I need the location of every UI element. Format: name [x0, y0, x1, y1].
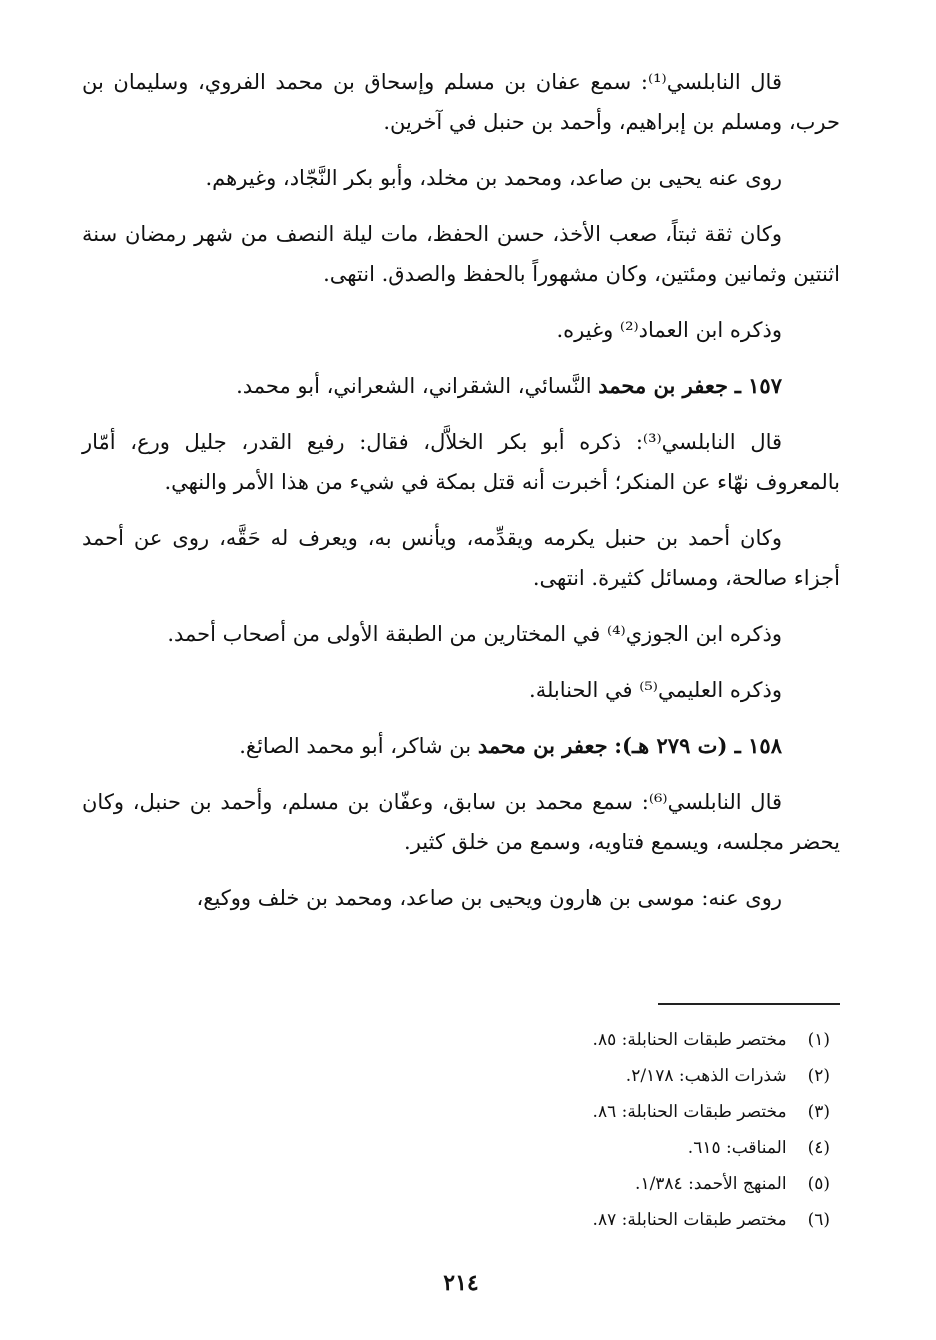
entry-rest: بن شاكر، أبو محمد الصائغ. [239, 734, 472, 758]
entry-158 [82, 726, 840, 766]
footnote-text: مختصر طبقات الحنابلة: ٨٧. [592, 1210, 787, 1230]
entry-157 [82, 366, 840, 406]
paragraph-narrators-2: روى عنه: موسى بن هارون ويحيى بن صاعد، ومحمد بن خلف ووكيع، [196, 886, 782, 910]
paragraph-narrators-1: روى عنه يحيى بن صاعد، ومحمد بن مخلد، وأبو بكر النَّجّاد، وغيرهم. [205, 166, 782, 190]
paragraph-al-ulaymi: وذكره العليمي⁽⁵⁾ في الحنابلة. [529, 678, 782, 702]
footnote-6 [82, 1202, 840, 1238]
footnote-3 [82, 1094, 840, 1130]
footnote-text: شذرات الذهب: ٢/١٧٨. [625, 1066, 787, 1086]
page-number: ٢١٤ [443, 1270, 479, 1296]
paragraph-trustworthy: وكان ثقة ثبتاً، صعب الأخذ، حسن الحفظ، مات ليلة النصف من شهر رمضان سنة اثنتين وثمانين ومئتين، وكان مشهوراً بالحفظ والصدق. انتهى. [82, 222, 840, 286]
entry-number: ١٥٧ ـ [734, 373, 782, 398]
footnote-number: (٤) [807, 1138, 830, 1158]
footnote-number: (٥) [807, 1174, 830, 1194]
footnote-number: (١) [807, 1030, 830, 1050]
footnote-number: (٢) [807, 1066, 830, 1086]
book-page [82, 62, 840, 1312]
footnote-text: مختصر طبقات الحنابلة: ٨٥. [592, 1030, 787, 1050]
footnote-5 [82, 1166, 840, 1202]
paragraph-nabulsi-3: قال النابلسي⁽³⁾: ذكره أبو بكر الخلاَّل، فقال: رفيع القدر، جليل ورع، أمّار بالمعروف نهّاء عن المنكر؛ أخبرت أنه قتل بمكة في شيء من هذا الأمر والنهي. [82, 430, 840, 494]
footnote-4 [82, 1130, 840, 1166]
paragraph-ahmad-honors: وكان أحمد بن حنبل يكرمه ويقدِّمه، ويأنس به، ويعرف له حَقَّه، روى عن أحمد أجزاء صالحة، ومسائل كثيرة. انتهى. [82, 526, 840, 590]
footnote-text: المناقب: ٦١٥. [687, 1138, 787, 1158]
paragraph-nabulsi-1: قال النابلسي⁽¹⁾: سمع عفان بن مسلم وإسحاق بن محمد الفروي، وسليمان بن حرب، ومسلم بن إبراهيم، وأحمد بن حنبل في آخرين. [82, 70, 840, 134]
entry-name: جعفر بن محمد [598, 373, 728, 398]
footnote-2 [82, 1058, 840, 1094]
footnote-number: (٦) [807, 1210, 830, 1230]
footnote-number: (٣) [807, 1102, 830, 1122]
footnote-text: مختصر طبقات الحنابلة: ٨٦. [592, 1102, 787, 1122]
footnote-1 [82, 1022, 840, 1058]
entry-number: ١٥٨ ـ (ت ٢٧٩ هـ): [614, 733, 782, 758]
footnote-text: المنهج الأحمد: ١/٣٨٤. [635, 1174, 787, 1194]
paragraph-ibn-al-imad: وذكره ابن العماد⁽²⁾ وغيره. [556, 318, 782, 342]
paragraph-ibn-al-jawzi: وذكره ابن الجوزي⁽⁴⁾ في المختارين من الطبقة الأولى من أصحاب أحمد. [167, 622, 782, 646]
footnote-divider [658, 1003, 840, 1005]
entry-name: جعفر بن محمد [477, 733, 608, 758]
paragraph-nabulsi-6: قال النابلسي⁽⁶⁾: سمع محمد بن سابق، وعفّان بن مسلم، وأحمد بن حنبل، وكان يحضر مجلسه، ويسمع فتاويه، وسمع من خلق كثير. [82, 790, 840, 854]
footnotes [82, 1022, 840, 1238]
entry-rest: النَّسائي، الشقراني، الشعراني، أبو محمد. [236, 374, 592, 398]
